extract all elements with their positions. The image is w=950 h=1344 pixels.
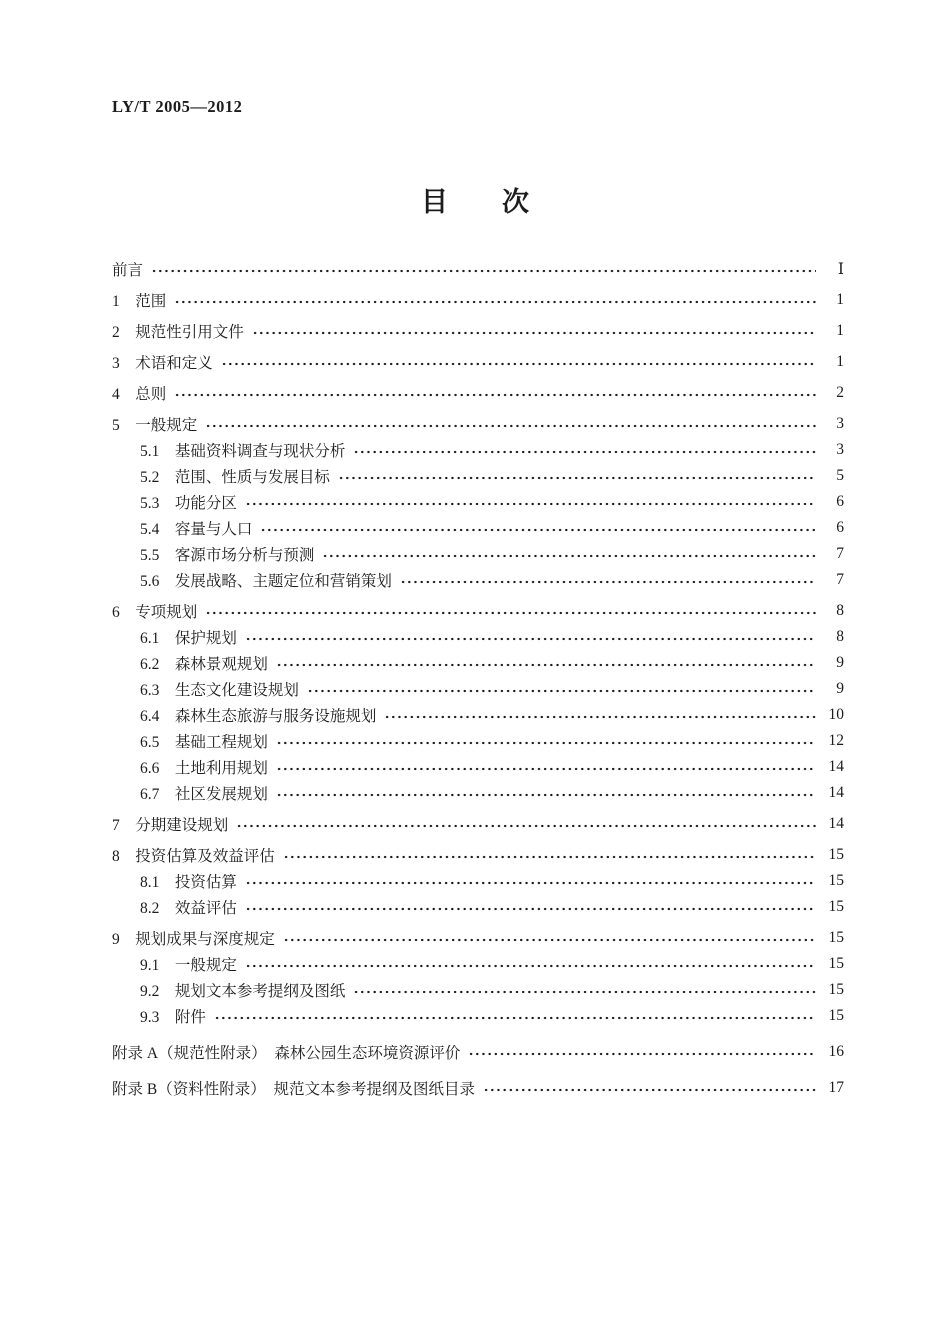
toc-entry (112, 811, 844, 837)
toc-entry-label: 5 一般规定 (112, 417, 198, 434)
toc-entry-page: 3 (836, 441, 844, 458)
toc-entry-page: 10 (828, 706, 844, 723)
toc-entry-page: 7 (836, 571, 844, 588)
toc-entry-page: 15 (828, 929, 844, 946)
toc-entry-page: 16 (828, 1043, 844, 1060)
toc-entry-label: 9.2 规划文本参考提纲及图纸 (140, 983, 346, 1000)
toc-entry (112, 925, 844, 951)
standard-number-header: LY/T 2005—2012 (112, 97, 243, 116)
toc-entry-label: 6.3 生态文化建设规划 (140, 682, 299, 699)
toc-dot-leader (353, 450, 816, 454)
toc-entry (112, 437, 844, 463)
toc-dot-leader (245, 637, 816, 641)
toc-dot-leader (260, 528, 816, 532)
toc-entry-page: 15 (828, 981, 844, 998)
toc-entry-page: 1 (836, 291, 844, 308)
toc-dot-leader (353, 990, 816, 994)
toc-entry-page: 15 (828, 955, 844, 972)
toc-entry-label: 6.4 森林生态旅游与服务设施规划 (140, 708, 377, 725)
toc-dot-leader (283, 855, 816, 859)
toc-entry-label: 6.2 森林景观规划 (140, 656, 268, 673)
toc-entry (112, 318, 844, 344)
toc-entry-label: 前言 (112, 262, 144, 279)
toc-entry-label: 5.4 容量与人口 (140, 521, 253, 538)
toc-entry-label: 附录 A（规范性附录） 森林公园生态环境资源评价 (112, 1045, 461, 1062)
toc-entry-label: 3 术语和定义 (112, 355, 213, 372)
toc-list (112, 256, 844, 1101)
toc-entry-page: 9 (836, 654, 844, 671)
toc-entry (112, 463, 844, 489)
toc-entry (112, 1039, 844, 1065)
toc-entry (112, 624, 844, 650)
toc-entry-page: 14 (828, 784, 844, 801)
toc-entry-page: 14 (828, 815, 844, 832)
toc-entry-label: 8 投资估算及效益评估 (112, 848, 275, 865)
toc-entry-label: 7 分期建设规划 (112, 817, 229, 834)
toc-entry (112, 780, 844, 806)
toc-dot-leader (276, 663, 816, 667)
toc-entry (112, 1075, 844, 1101)
toc-dot-leader (322, 554, 816, 558)
toc-entry (112, 287, 844, 313)
toc-entry-label: 1 范围 (112, 293, 167, 310)
toc-entry (112, 650, 844, 676)
toc-dot-leader (174, 393, 816, 397)
toc-entry-page: 6 (836, 493, 844, 510)
toc-entry (112, 842, 844, 868)
toc-dot-leader (174, 300, 816, 304)
toc-entry-page: 6 (836, 519, 844, 536)
toc-entry-label: 5.3 功能分区 (140, 495, 237, 512)
toc-dot-leader (276, 793, 816, 797)
toc-dot-leader (338, 476, 816, 480)
toc-entry-label: 5.6 发展战略、主题定位和营销策划 (140, 573, 392, 590)
toc-entry-page: 9 (836, 680, 844, 697)
toc-entry (112, 728, 844, 754)
toc-entry (112, 1003, 844, 1029)
toc-entry-page: 15 (828, 898, 844, 915)
toc-dot-leader (276, 741, 816, 745)
toc-entry-page: 8 (836, 628, 844, 645)
toc-entry (112, 567, 844, 593)
toc-entry-page: 1 (836, 322, 844, 339)
toc-dot-leader (205, 611, 816, 615)
toc-entry-page: 7 (836, 545, 844, 562)
toc-entry-label: 附录 B（资料性附录） 规范文本参考提纲及图纸目录 (112, 1081, 475, 1098)
toc-entry (112, 489, 844, 515)
toc-entry-page: 17 (828, 1079, 844, 1096)
toc-entry-label: 6.6 土地利用规划 (140, 760, 268, 777)
toc-dot-leader (483, 1088, 816, 1092)
toc-entry (112, 541, 844, 567)
toc-dot-leader (283, 938, 816, 942)
toc-entry-label: 2 规范性引用文件 (112, 324, 244, 341)
toc-entry-page: 5 (836, 467, 844, 484)
toc-entry (112, 380, 844, 406)
toc-dot-leader (276, 767, 816, 771)
toc-entry-page: 8 (836, 602, 844, 619)
toc-entry (112, 411, 844, 437)
toc-dot-leader (400, 580, 816, 584)
toc-entry-label: 9.3 附件 (140, 1009, 206, 1026)
toc-dot-leader (245, 964, 816, 968)
toc-entry (112, 702, 844, 728)
toc-entry-label: 6.5 基础工程规划 (140, 734, 268, 751)
toc-entry-page: 15 (828, 1007, 844, 1024)
toc-dot-leader (245, 907, 816, 911)
toc-dot-leader (205, 424, 816, 428)
toc-entry (112, 951, 844, 977)
toc-dot-leader (221, 362, 816, 366)
toc-entry-page: 3 (836, 415, 844, 432)
toc-dot-leader (245, 502, 816, 506)
toc-entry-page: 15 (828, 872, 844, 889)
toc-entry (112, 256, 844, 282)
toc-dot-leader (384, 715, 816, 719)
toc-dot-leader (307, 689, 816, 693)
page-title: 目 次 (421, 187, 529, 217)
toc-dot-leader (252, 331, 816, 335)
toc-entry-label: 8.1 投资估算 (140, 874, 237, 891)
toc-entry (112, 754, 844, 780)
toc-entry-label: 9.1 一般规定 (140, 957, 237, 974)
toc-entry-label: 5.2 范围、性质与发展目标 (140, 469, 330, 486)
toc-entry-label: 5.1 基础资料调查与现状分析 (140, 443, 346, 460)
toc-entry-page: 15 (828, 846, 844, 863)
toc-entry (112, 868, 844, 894)
toc-entry (112, 977, 844, 1003)
toc-entry-label: 9 规划成果与深度规定 (112, 931, 275, 948)
toc-entry (112, 598, 844, 624)
toc-entry-label: 8.2 效益评估 (140, 900, 237, 917)
toc-dot-leader (468, 1052, 816, 1056)
toc-entry-label: 4 总则 (112, 386, 167, 403)
toc-entry (112, 515, 844, 541)
toc-dot-leader (151, 269, 816, 273)
toc-entry-page: 12 (828, 732, 844, 749)
toc-entry-page: Ⅰ (837, 260, 844, 278)
toc-entry-page: 1 (836, 353, 844, 370)
toc-dot-leader (214, 1016, 816, 1020)
toc-dot-leader (236, 824, 816, 828)
toc-entry (112, 894, 844, 920)
toc-entry-label: 6.1 保护规划 (140, 630, 237, 647)
toc-entry-page: 14 (828, 758, 844, 775)
toc-entry-page: 2 (836, 384, 844, 401)
toc-entry (112, 676, 844, 702)
toc-entry-label: 6.7 社区发展规划 (140, 786, 268, 803)
toc-entry-label: 6 专项规划 (112, 604, 198, 621)
toc-entry (112, 349, 844, 375)
toc-dot-leader (245, 881, 816, 885)
toc-entry-label: 5.5 客源市场分析与预测 (140, 547, 315, 564)
